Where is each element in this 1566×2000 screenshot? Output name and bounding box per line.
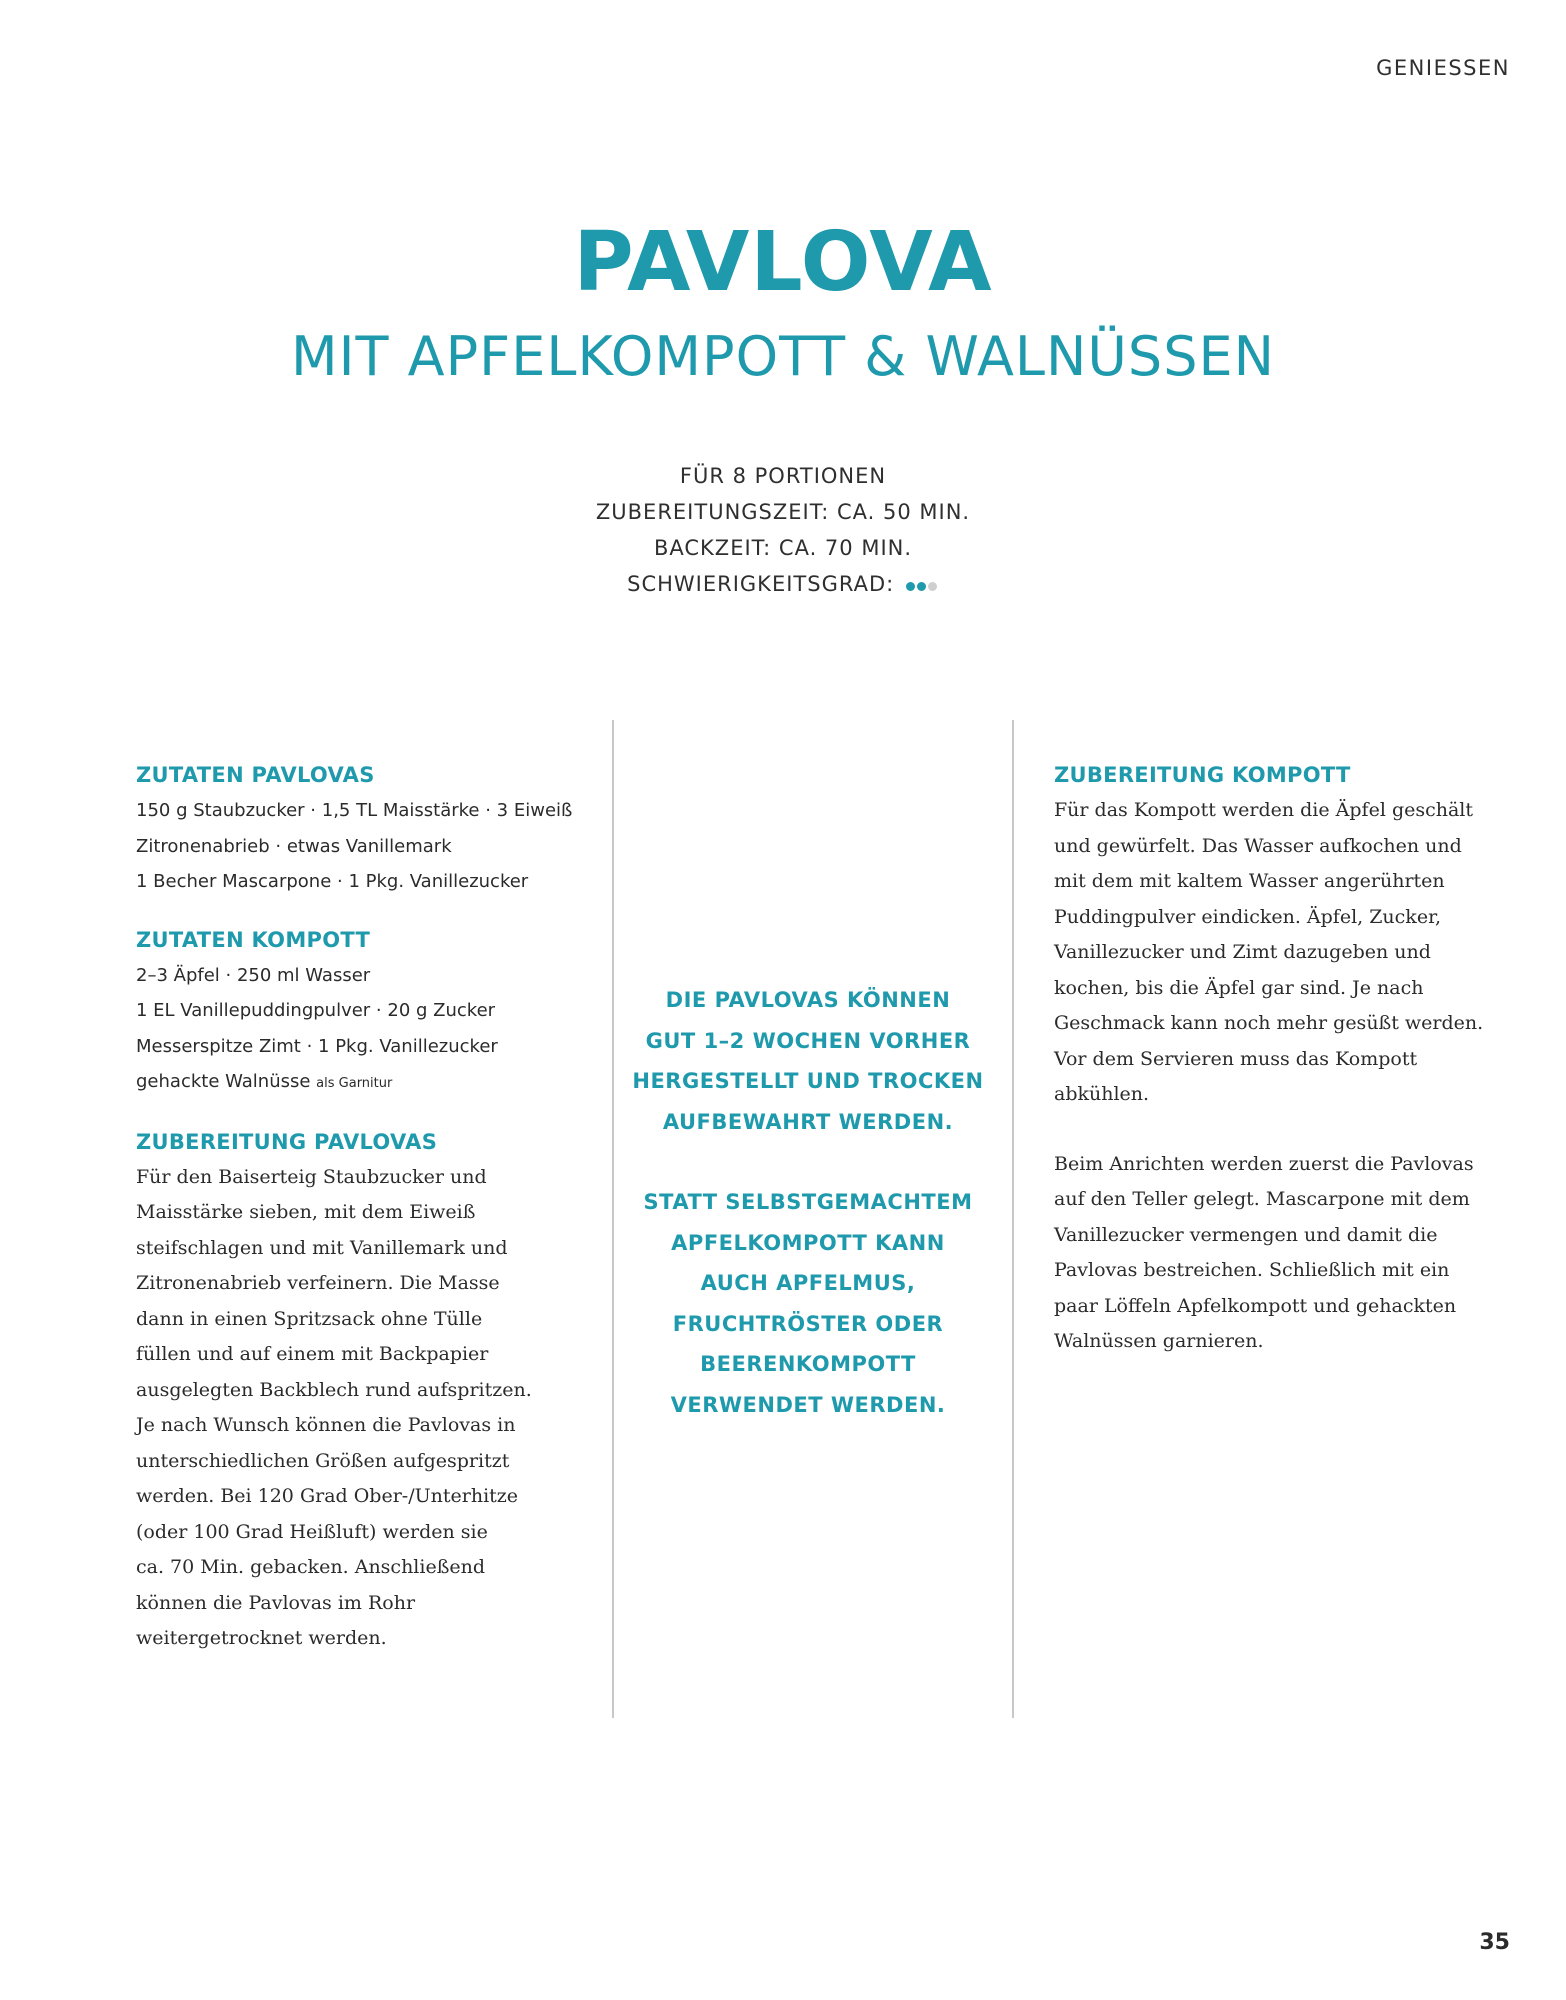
prep-pavlovas-heading: ZUBEREITUNG PAVLOVAS: [136, 1129, 438, 1154]
text-line: ca. 70 Min. gebacken. Anschließend: [136, 1556, 486, 1578]
ingredient-line: 2–3 Äpfel · 250 ml Wasser: [136, 964, 371, 986]
prep-time: ZUBEREITUNGSZEIT: CA. 50 MIN.: [595, 500, 971, 524]
tip-line: GUT 1–2 WOCHEN VORHER: [645, 1028, 971, 1053]
text-line: werden. Bei 120 Grad Ober-/Unterhitze: [136, 1485, 519, 1507]
prep-kompott-heading: ZUBEREITUNG KOMPOTT: [1054, 763, 1351, 787]
ingredients-pavlovas-list: [136, 793, 586, 900]
tip-line: HERGESTELLT UND TROCKEN: [632, 1069, 984, 1093]
tip-line: DIE PAVLOVAS KÖNNEN: [665, 988, 951, 1012]
recipe-subtitle: MIT APFELKOMPOTT & WALNÜSSEN: [291, 325, 1275, 388]
text-line: füllen und auf einem mit Backpapier: [136, 1343, 489, 1365]
text-line: steifschlagen und mit Vanillemark und: [136, 1236, 508, 1259]
section-label: GENIESSEN: [1376, 56, 1510, 80]
ingredient-note: als Garnitur: [316, 1076, 393, 1091]
column-divider-right: [1012, 720, 1014, 1718]
text-line: Walnüssen garnieren.: [1054, 1330, 1264, 1352]
tip-make-ahead: [612, 980, 1004, 1142]
tips-column: [612, 980, 1004, 1425]
text-line: weitergetrocknet werden.: [136, 1627, 387, 1649]
left-column: [136, 757, 586, 1679]
text-line: (oder 100 Grad Heißluft) werden sie: [136, 1520, 488, 1543]
portions: FÜR 8 PORTIONEN: [679, 464, 887, 488]
text-line: ausgelegten Backblech rund aufspritzen.: [136, 1378, 532, 1401]
text-line: Zitronenabrieb verfeinern. Die Masse: [136, 1272, 500, 1294]
difficulty: [0, 566, 1566, 603]
text-line: Je nach Wunsch können die Pavlovas in: [136, 1414, 516, 1436]
prep-kompott-text: [1054, 793, 1504, 1360]
text-line: Geschmack kann noch mehr gesüßt werden.: [1054, 1012, 1484, 1034]
tip-line: AUCH APFELMUS,: [700, 1271, 916, 1295]
text-line: unterschiedlichen Größen aufgespritzt: [136, 1449, 510, 1472]
bake-time: BACKZEIT: CA. 70 MIN.: [653, 536, 913, 560]
ingredient-walnuts: gehackte Walnüsse: [136, 1071, 311, 1092]
page-number: 35: [1479, 1930, 1510, 1955]
tip-line: APFELKOMPOTT KANN: [671, 1230, 945, 1255]
text-line: auf den Teller gelegt. Mascarpone mit dem: [1054, 1188, 1470, 1210]
prep-pavlovas: [136, 1124, 586, 1657]
ingredients-kompott-list: [136, 958, 586, 1102]
text-line: Vanillezucker und Zimt dazugeben und: [1054, 941, 1431, 963]
ingredients-pavlovas-heading: ZUTATEN PAVLOVAS: [136, 763, 375, 787]
tip-line: BEERENKOMPOTT: [700, 1352, 916, 1376]
text-line: Pavlovas bestreichen. Schließlich mit ein: [1054, 1259, 1450, 1281]
text-line: kochen, bis die Äpfel gar sind. Je nach: [1054, 976, 1424, 999]
text-line: Vor dem Servieren muss das Kompott: [1054, 1047, 1418, 1070]
text-line: abkühlen.: [1054, 1083, 1150, 1105]
difficulty-dot-filled-icon: [917, 582, 926, 591]
difficulty-dot-filled-icon: [906, 582, 915, 591]
ingredients-kompott: [136, 922, 586, 1102]
text-line: und gewürfelt. Das Wasser aufkochen und: [1054, 834, 1462, 857]
text-line: mit dem mit kaltem Wasser angerührten: [1054, 870, 1445, 892]
prep-pavlovas-text: [136, 1160, 586, 1657]
recipe-title: PAVLOVA: [573, 215, 993, 310]
tip-line: STATT SELBSTGEMACHTEM: [643, 1190, 973, 1214]
ingredient-line: 1 Becher Mascarpone · 1 Pkg. Vanillezucker: [136, 871, 529, 892]
difficulty-dot-empty-icon: [928, 582, 937, 591]
text-line: Vanillezucker vermengen und damit die: [1054, 1223, 1438, 1246]
ingredient-line: Messerspitze Zimt · 1 Pkg. Vanillezucker: [136, 1035, 498, 1057]
tip-alternatives: [612, 1182, 1004, 1425]
ingredient-line: Zitronenabrieb · etwas Vanillemark: [136, 835, 452, 857]
difficulty-dots-icon: [906, 567, 939, 603]
ingredient-line: 150 g Staubzucker · 1,5 TL Maisstärke · 3 Eiweiß: [136, 800, 573, 821]
text-line: dann in einen Spritzsack ohne Tülle: [136, 1307, 483, 1330]
text-line: Maisstärke sieben, mit dem Eiweiß: [136, 1201, 476, 1223]
ingredient-line: 1 EL Vanillepuddingpulver · 20 g Zucker: [136, 1000, 496, 1021]
ingredients-kompott-heading: ZUTATEN KOMPOTT: [136, 927, 371, 952]
tip-line: AUFBEWAHRT WERDEN.: [662, 1109, 954, 1134]
tip-line: VERWENDET WERDEN.: [670, 1392, 946, 1417]
tip-line: FRUCHTRÖSTER ODER: [672, 1311, 944, 1336]
right-column: [1054, 757, 1504, 1360]
text-line: Für das Kompott werden die Äpfel geschält: [1054, 799, 1474, 821]
text-line: Beim Anrichten werden zuerst die Pavlovas: [1054, 1152, 1474, 1175]
difficulty-label: SCHWIERIGKEITSGRAD:: [627, 572, 895, 596]
text-line: Für den Baiserteig Staubzucker und: [136, 1165, 487, 1188]
text-line: Puddingpulver eindicken. Äpfel, Zucker,: [1054, 905, 1442, 928]
ingredients-pavlovas: [136, 757, 586, 900]
ingredient-line: [136, 1064, 586, 1102]
recipe-meta: [0, 458, 1566, 603]
text-line: paar Löffeln Apfelkompott und gehackten: [1054, 1294, 1457, 1317]
text-line: können die Pavlovas im Rohr: [136, 1591, 416, 1614]
